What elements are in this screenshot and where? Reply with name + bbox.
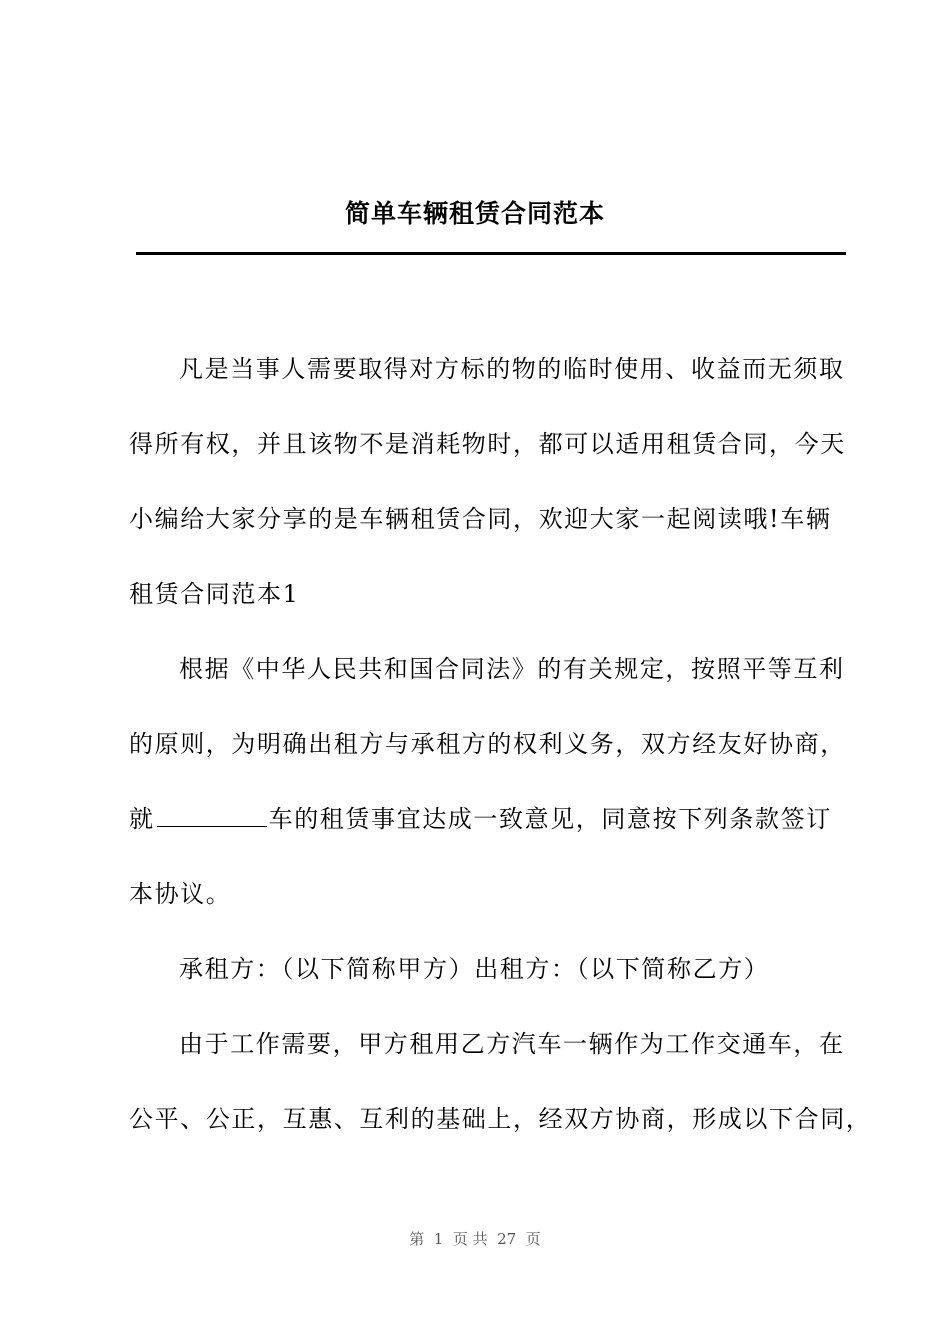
paragraph-line: 租赁合同范本1 <box>129 580 300 608</box>
page-number-footer: 第 1 页 共 27 页 <box>409 1230 541 1248</box>
document-title: 简单车辆租赁合同范本 <box>344 199 605 228</box>
paragraph-line: 的原则，为明确出租方与承租方的权利义务，双方经友好协商， <box>129 730 846 758</box>
paragraph-line: 根据《中华人民共和国合同法》的有关规定，按照平等互利 <box>179 655 845 683</box>
paragraph-line: 承租方：（以下简称甲方）出租方：（以下简称乙方） <box>179 955 770 983</box>
line-text-after-blank: 车的租赁事宜达成一致意见，同意按下列条款签订 <box>268 805 832 833</box>
paragraph-line: 本协议。 <box>129 880 232 908</box>
paragraph-line: 公平、公正，互惠、互利的基础上，经双方协商，形成以下合同， <box>129 1105 872 1133</box>
paragraph-line: 由于工作需要，甲方租用乙方汽车一辆作为工作交通车，在 <box>179 1030 845 1058</box>
paragraph-line-with-blank <box>129 799 832 839</box>
paragraph-line: 小编给大家分享的是车辆租赁合同，欢迎大家一起阅读哦!车辆 <box>129 505 832 533</box>
paragraph-line: 凡是当事人需要取得对方标的物的临时使用、收益而无须取 <box>179 355 845 383</box>
title-underline <box>136 252 846 255</box>
fill-in-blank <box>157 804 267 827</box>
line-text-before-blank: 就 <box>129 805 155 833</box>
paragraph-line: 得所有权，并且该物不是消耗物时，都可以适用租赁合同，今天 <box>129 430 846 458</box>
